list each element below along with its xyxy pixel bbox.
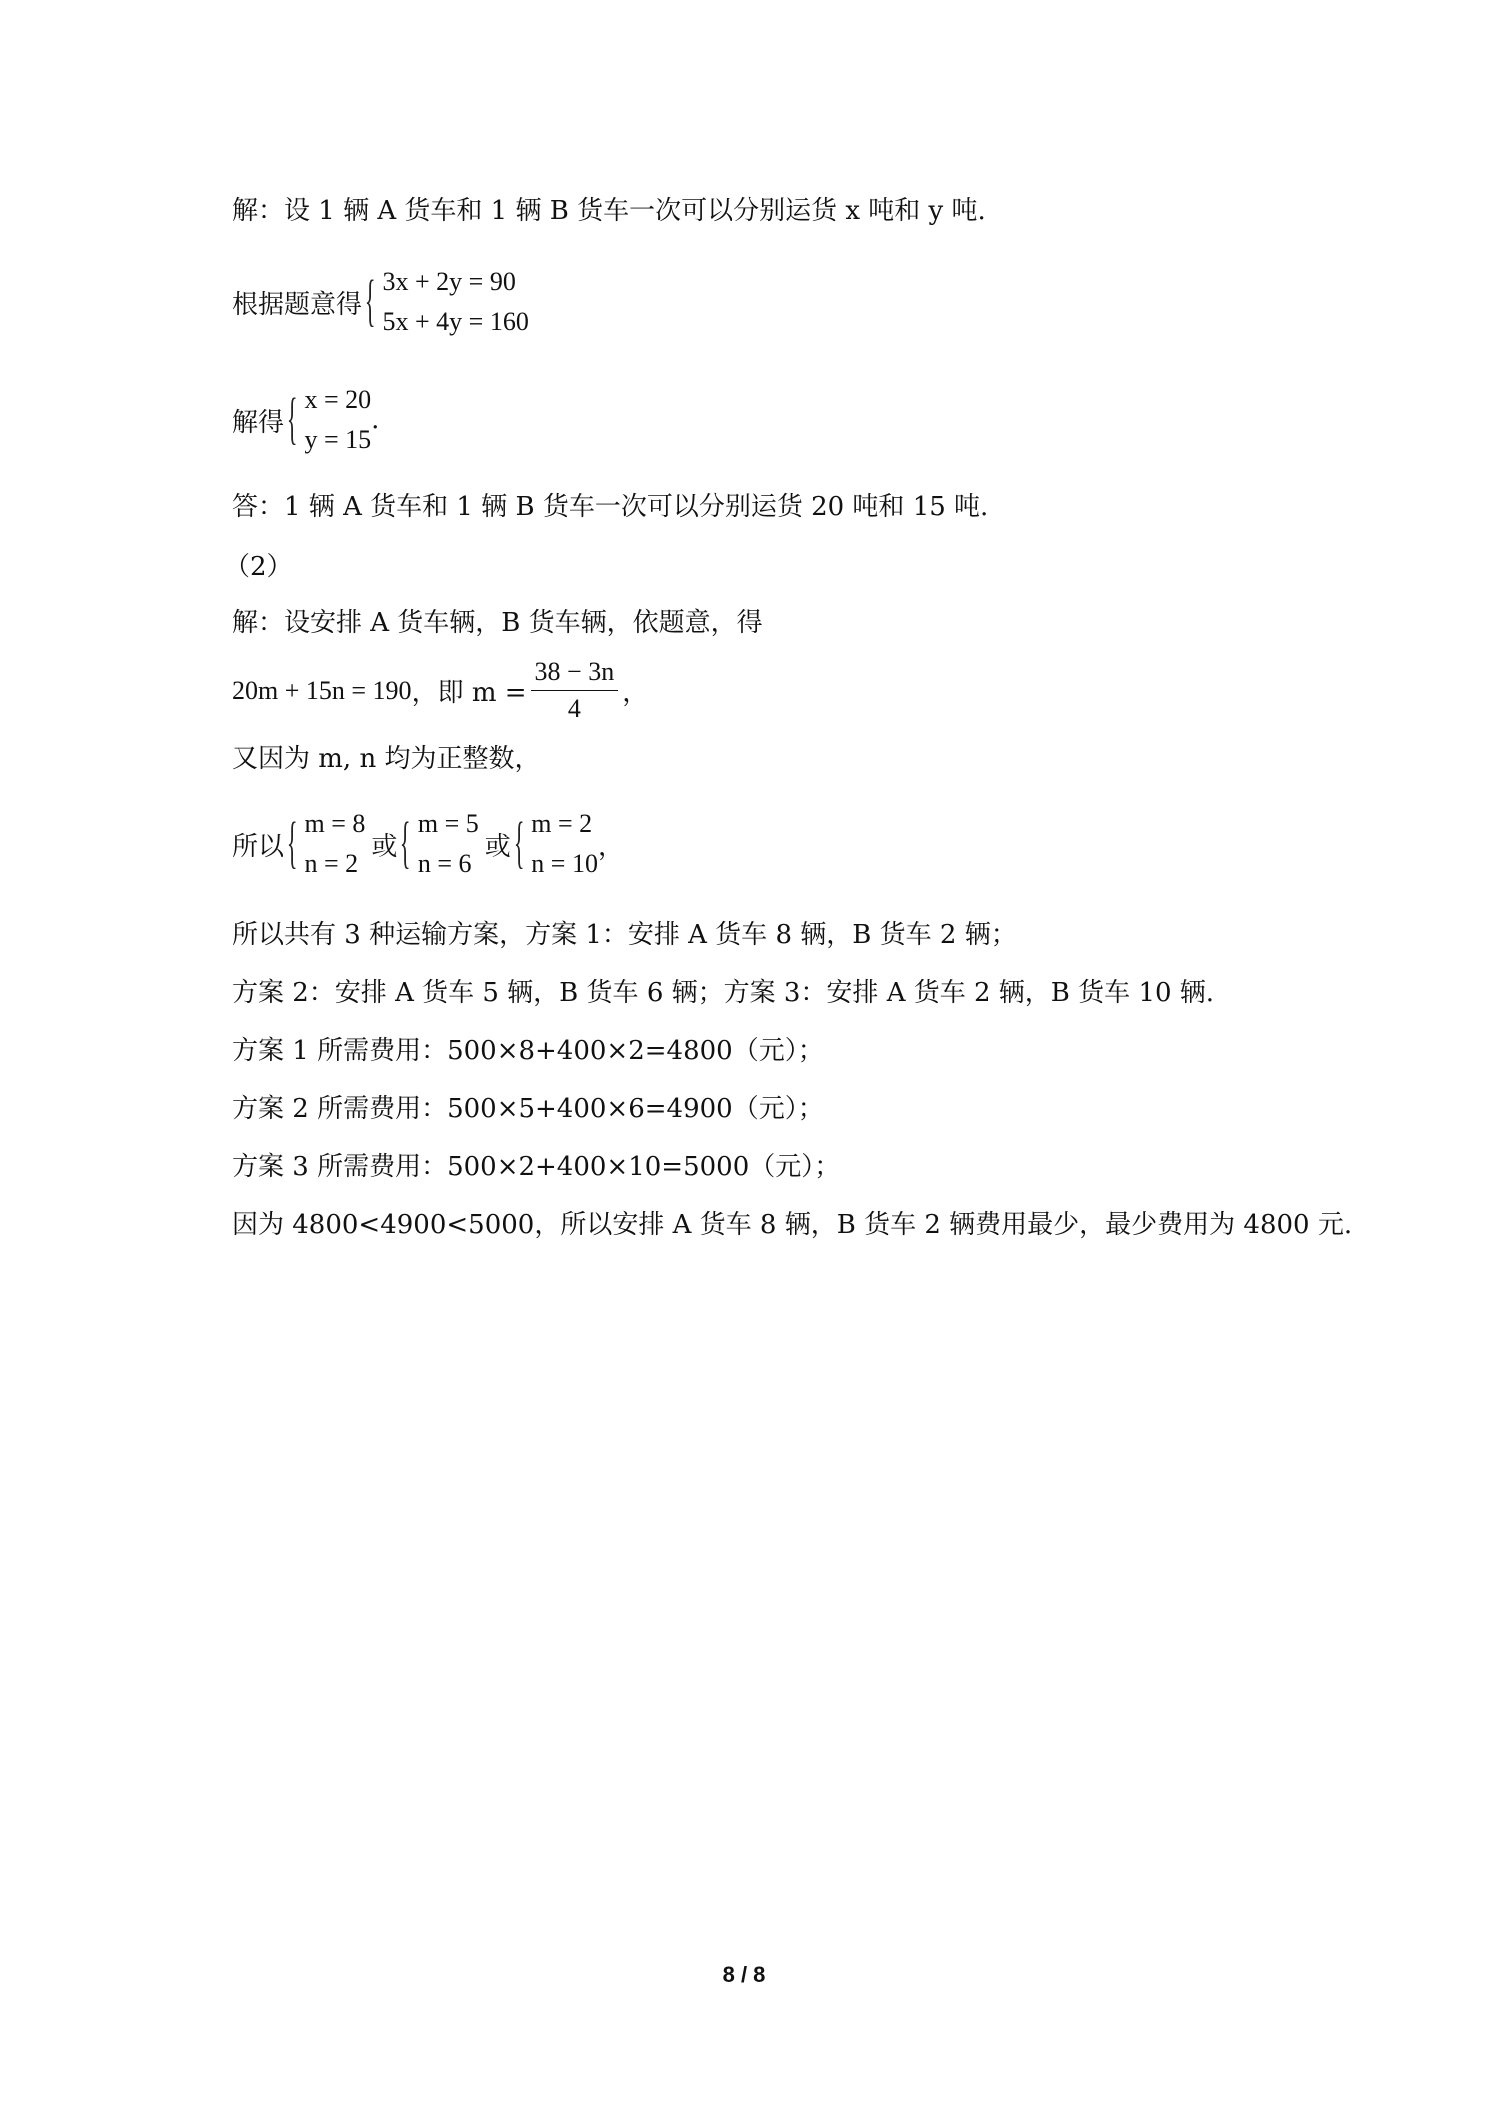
equation-stack xyxy=(418,804,479,884)
equation-stack xyxy=(531,804,598,884)
text-or: 或 xyxy=(371,831,398,862)
fraction-denominator: 4 xyxy=(567,694,581,723)
equation: 5x + 4y = 160 xyxy=(382,307,529,336)
text-line-6: 解：设安排 A 货车辆，B 货车辆，依题意，得 xyxy=(232,608,763,638)
text-line-15: 因为 4800<4900<5000，所以安排 A 货车 8 辆，B 货车 2 辆费用最少，最少费用为 4800 元. xyxy=(232,1210,1353,1240)
left-brace-icon: { xyxy=(364,269,376,333)
left-brace-icon: { xyxy=(400,811,411,875)
equation: n = 6 xyxy=(417,849,472,878)
equation: m = 8 xyxy=(304,809,366,838)
text-suffix: . xyxy=(371,405,380,435)
equation: m = 5 xyxy=(417,809,479,838)
equation: n = 2 xyxy=(304,849,359,878)
text-line-12: 方案 1 所需费用：500×8+400×2=4800（元）； xyxy=(232,1036,824,1066)
left-brace-icon: { xyxy=(286,811,298,875)
text-end: ， xyxy=(597,831,624,862)
text-line-13: 方案 2 所需费用：500×5+400×6=4900（元）； xyxy=(232,1094,824,1124)
equation-stack xyxy=(383,262,529,342)
equation-stack xyxy=(305,380,372,460)
text-line-5: （2） xyxy=(224,552,293,582)
equation-system-2 xyxy=(232,380,379,460)
equation: m = 2 xyxy=(531,809,593,838)
text-mid: ，即 m = xyxy=(411,678,527,708)
text-end: ， xyxy=(622,678,649,708)
equation-line-7 xyxy=(232,656,648,725)
equation-stack xyxy=(305,804,366,884)
text-line-8: 又因为 m, n 均为正整数， xyxy=(232,744,541,774)
text-or: 或 xyxy=(484,831,511,862)
left-brace-icon: { xyxy=(513,811,525,875)
equation: 20m + 15n = 190 xyxy=(232,675,412,705)
fraction-numerator: 38 − 3n xyxy=(531,656,619,691)
equation-system-solutions xyxy=(232,804,624,884)
page-number: 8 / 8 xyxy=(722,1962,766,1987)
equation: n = 10 xyxy=(531,849,598,878)
text-prefix: 解得 xyxy=(232,407,285,438)
text-line-10: 所以共有 3 种运输方案，方案 1：安排 A 货车 8 辆，B 货车 2 辆； xyxy=(232,920,1017,950)
equation-system-1 xyxy=(232,262,529,342)
text-line-4: 答：1 辆 A 货车和 1 辆 B 货车一次可以分别运货 20 吨和 15 吨. xyxy=(232,492,989,522)
equation: y = 15 xyxy=(304,425,372,454)
text-prefix: 所以 xyxy=(232,831,285,862)
equation: x = 20 xyxy=(304,385,372,414)
fraction xyxy=(531,656,619,725)
text-line-1: 解：设 1 辆 A 货车和 1 辆 B 货车一次可以分别运货 x 吨和 y 吨. xyxy=(232,196,986,226)
text-line-14: 方案 3 所需费用：500×2+400×10=5000（元）； xyxy=(232,1152,841,1182)
text-line-11: 方案 2：安排 A 货车 5 辆，B 货车 6 辆；方案 3：安排 A 货车 2 辆，B 货车 10 辆. xyxy=(232,978,1215,1008)
left-brace-icon: { xyxy=(286,387,298,451)
text-prefix: 根据题意得 xyxy=(232,289,363,320)
equation: 3x + 2y = 90 xyxy=(382,267,516,296)
